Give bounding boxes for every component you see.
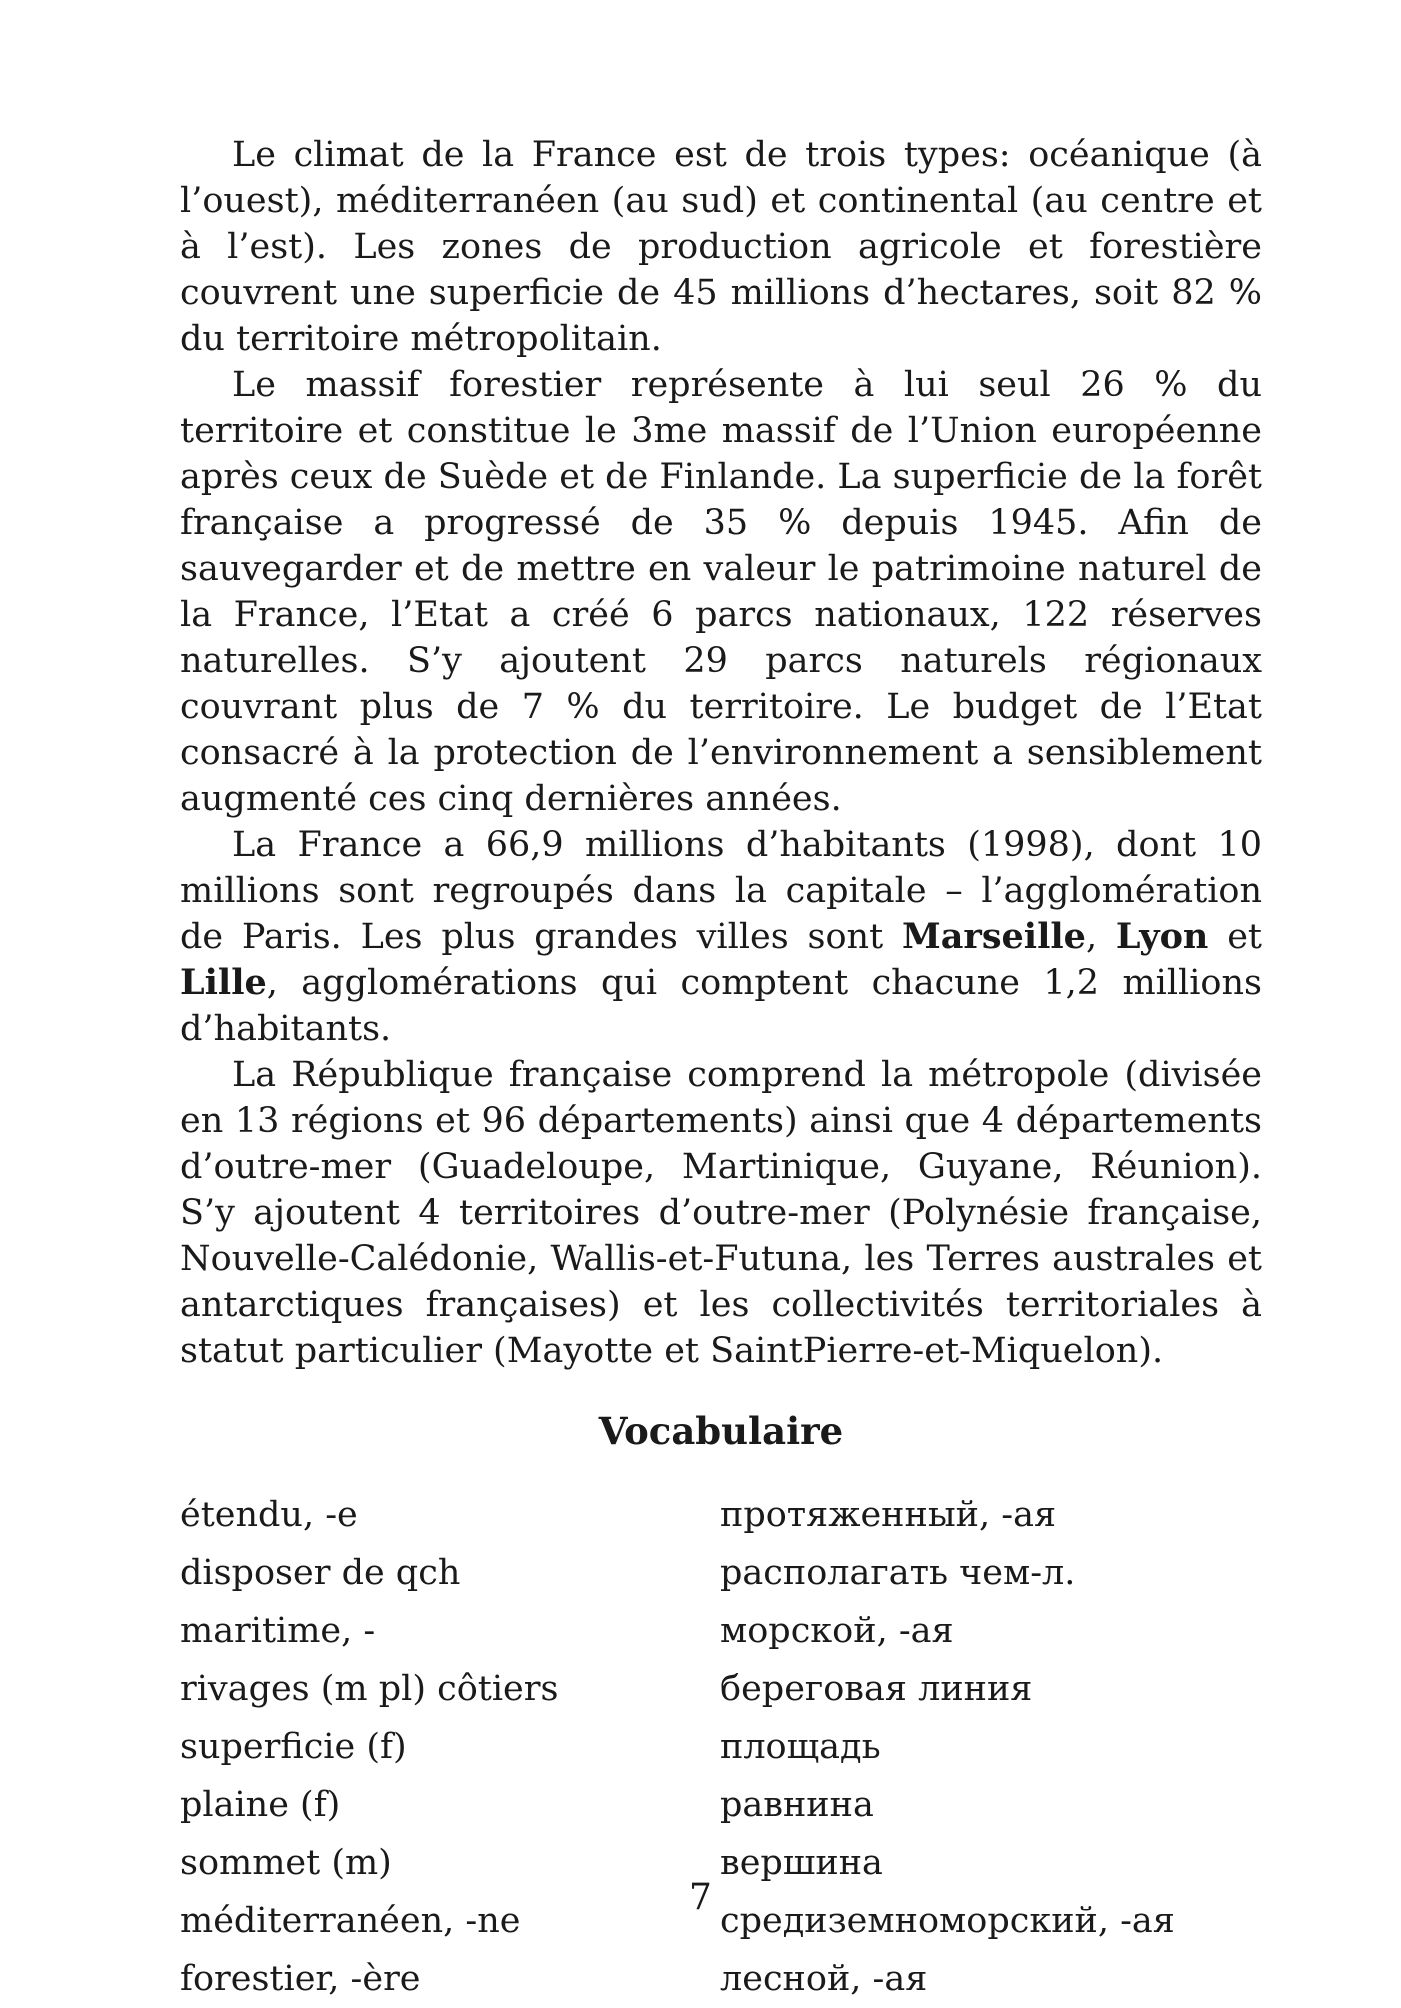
bold-term: Marseille bbox=[901, 916, 1086, 957]
paragraph bbox=[180, 822, 1262, 1052]
vocabulary-russian-translation: площадь bbox=[720, 1727, 881, 1767]
vocabulary-russian-translation: протяженный, -ая bbox=[720, 1495, 1057, 1535]
page-content bbox=[180, 132, 1262, 2008]
vocabulary-title: Vocabulaire bbox=[598, 1409, 844, 1453]
vocabulary-row bbox=[180, 1486, 1262, 1544]
bold-term: Lyon bbox=[1115, 916, 1209, 957]
vocabulary-row bbox=[180, 1602, 1262, 1660]
vocabulary-russian-translation: лесной, -ая bbox=[720, 1959, 928, 1999]
vocabulary-list bbox=[180, 1486, 1262, 2008]
text-segment: , agglomérations qui comptent chacune 1,2 millions d’habitants. bbox=[180, 963, 1262, 1049]
vocabulary-row bbox=[180, 1544, 1262, 1602]
page-number: 7 bbox=[689, 1877, 712, 1918]
body-text bbox=[180, 132, 1262, 1374]
vocabulary-french-term: superficie (f) bbox=[180, 1727, 407, 1767]
text-segment: et bbox=[1208, 917, 1262, 957]
vocabulary-row bbox=[180, 1950, 1262, 2008]
vocabulary-row bbox=[180, 1776, 1262, 1834]
vocabulary-russian-translation: морской, -ая bbox=[720, 1611, 954, 1651]
paragraph bbox=[180, 362, 1262, 822]
text-segment: , bbox=[1085, 917, 1116, 957]
vocabulary-russian-translation: располагать чем-л. bbox=[720, 1553, 1076, 1593]
text-segment: Le massif forestier représente à lui seul 26 % du territoire et constitue le 3me massif de l’Union européenne après ceux de Suède et de Finlande. La superficie de la forêt française a progressé de 35 % depuis 1945. Afin de sauvegarder et de mettre en valeur le patrimoine naturel de la France, l’Etat a créé 6 parcs nationaux, 122 réserves naturelles. S’y ajoutent 29 parcs naturels régionaux couvrant plus de 7 % du territoire. Le budget de l’Etat consacré à la protection de l’environnement a sensiblement augmenté ces cinq dernières années. bbox=[180, 365, 1262, 819]
vocabulary-french-term: rivages (m pl) côtiers bbox=[180, 1669, 559, 1709]
text-segment: La France a 66,9 millions d’habitants (1998), dont 10 millions sont regroupés dans la capitale – l’agglomération de Paris. Les plus grandes villes sont bbox=[180, 825, 1262, 957]
vocabulary-row bbox=[180, 1660, 1262, 1718]
vocabulary-row bbox=[180, 1718, 1262, 1776]
paragraph bbox=[180, 132, 1262, 362]
paragraph bbox=[180, 1052, 1262, 1374]
vocabulary-russian-translation: средиземноморский, -ая bbox=[720, 1901, 1175, 1941]
vocabulary-french-term: étendu, -e bbox=[180, 1495, 358, 1535]
text-segment: La République française comprend la métropole (divisée en 13 régions et 96 départements) ainsi que 4 départements d’outre-mer (Guadeloupe, Martinique, Guyane, Réunion). S’y ajoutent 4 territoires d’outre-mer (Polynésie française, Nouvelle-Calédonie, Wallis-et-Futuna, les Terres australes et antarctiques françaises) et les collectivités territoriales à statut particulier (Mayotte et SaintPierre-et-Miquelon). bbox=[180, 1055, 1262, 1371]
vocabulary-french-term: forestier, -ère bbox=[180, 1959, 421, 1999]
vocabulary-french-term: disposer de qch bbox=[180, 1553, 461, 1593]
vocabulary-french-term: maritime, - bbox=[180, 1611, 376, 1651]
vocabulary-russian-translation: береговая линия bbox=[720, 1669, 1033, 1709]
text-segment: Le climat de la France est de trois types: océanique (à l’ouest), méditerranéen (au sud) et continental (au centre et à l’est). Les zones de production agricole et forestière couvrent une superficie de 45 millions d’hectares, soit 82 % du territoire métropolitain. bbox=[180, 135, 1262, 359]
bold-term: Lille bbox=[180, 962, 267, 1003]
vocabulary-russian-translation: вершина bbox=[720, 1843, 883, 1883]
vocabulary-french-term: méditerranéen, -ne bbox=[180, 1901, 521, 1941]
vocabulary-french-term: sommet (m) bbox=[180, 1843, 392, 1883]
vocabulary-russian-translation: равнина bbox=[720, 1785, 874, 1825]
vocabulary-french-term: plaine (f) bbox=[180, 1785, 341, 1825]
